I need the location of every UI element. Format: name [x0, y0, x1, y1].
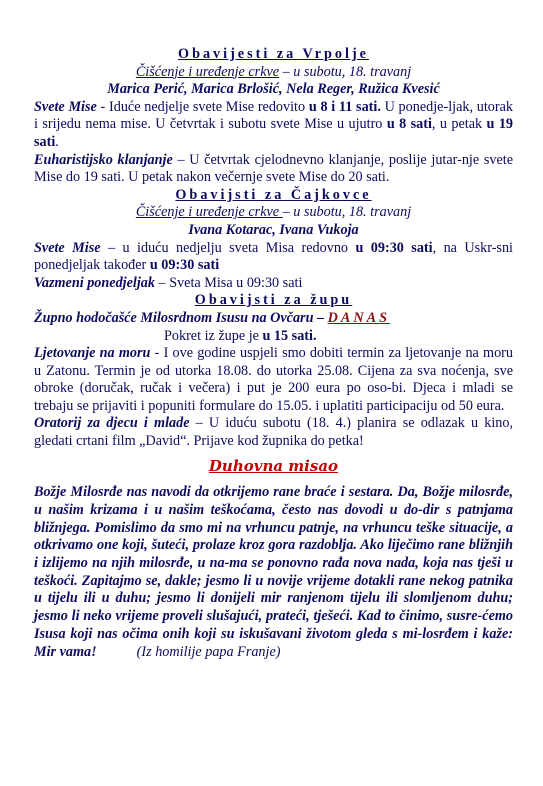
- zupa-pilgrimage-today: DANAS: [327, 309, 390, 326]
- vrpolje-mass-text: U ponedje-ljak, utorak i srijedu nema mise. U četvrtak i subotu svete Mise u ujutro: [34, 98, 513, 133]
- cajkovci-mass-label: Svete Mise: [34, 239, 101, 256]
- cajkovci-cleaning-when: – u subotu, 18. travanj: [282, 204, 412, 221]
- cajkovci-easter-text: – Sveta Misa u 09:30 sati: [155, 274, 303, 291]
- vrpolje-mass-text: , u petak: [431, 116, 487, 133]
- homily-source: (Iz homilije papa Franje): [136, 643, 281, 660]
- vrpolje-header: Obavijesti za Vrpolje: [178, 46, 369, 62]
- zupa-departure-time: u 15 sati.: [262, 327, 317, 344]
- zupa-summer-label: Ljetovanje na moru: [34, 345, 151, 362]
- cajkovci-mass-text: – u iduću nedjelju sveta Misa redovno: [100, 239, 356, 256]
- homily-text: Božje Milosrđe nas navodi da otkrijemo rane braće i sestara. Da, Božje milosrđe, u našim krizama i u našim teškoćama, često nas dovodi u do-dir s patnjama bližnjega. Pomislimo da smo mi na vrhuncu patnje, na vrhuncu teške situacije, a otkrivamo one koji, šuteći, prolaze kroz gora razdoblja. Ako liječimo rane bližnjih i izlijemo na njih milosrđe, u na-ma se ponovno rađa nova nada, koja nas tješi u teškoći. Zapitajmo se, dakle; jesmo li u novije vrijeme dotakli rane nekog patnika u tijelu ili u duhu; jesmo li donijeli mir ranjenom tijelu ili slomljenom duhu; jesmo li neko vrijeme proveli slušajući, prateći, tješeći. Kad to činimo, susre-ćemo Isusa koji nas očima onih koji su iskušavani životom gleda s mi-losrđem i kaže: Mir vama!: [34, 484, 513, 660]
- vrpolje-mass-text: - Iduće nedjelje svete Mise redovito: [96, 98, 309, 115]
- zupa-summer: [34, 345, 513, 415]
- spiritual-title: Duhovna misao: [208, 456, 339, 475]
- vrpolje-mass-time: u 8 i 11 sati.: [308, 98, 381, 115]
- cajkovci-cleaning-label: Čišćenje i uređenje crkve: [135, 204, 283, 221]
- zupa-departure-text: Pokret iz župe je: [164, 327, 263, 344]
- vrpolje-adoration-label: Euharistijsko klanjanje: [34, 151, 173, 168]
- vrpolje-cleaning: [34, 64, 513, 82]
- vrpolje-mass-time: u 8 sati: [386, 116, 432, 133]
- zupa-oratory-text: – U iduću subotu (18. 4.) planira se odlazak u kino, gledati crtani film „David“. Prijave kod župnika do petka!: [34, 415, 513, 450]
- zupa-oratory: [34, 415, 513, 450]
- zupa-oratory-label: Oratorij za djecu i mlade: [34, 415, 190, 432]
- spiritual-text: [34, 484, 513, 661]
- cajkovci-cleaning: [34, 204, 513, 222]
- zupa-pilgrimage: [34, 310, 513, 328]
- cajkovci-mass-time: u 09:30 sati: [355, 239, 433, 256]
- cajkovci-masses: [34, 240, 513, 275]
- vrpolje-mass-time: u 19 sati: [34, 116, 514, 150]
- cajkovci-easter: [34, 275, 513, 293]
- cajkovci-mass-time: u 09:30 sati: [149, 257, 220, 274]
- cajkovci-cleaning-names: Ivana Kotarac, Ivana Vukoja: [188, 221, 359, 238]
- zupa-pilgrimage-text: Župno hodočašće Milosrdnom Isusu na Ovčaru –: [34, 309, 328, 326]
- cajkovci-mass-text: , na Uskr-sni ponedjeljak također: [34, 239, 513, 274]
- vrpolje-adoration-text: – U četvrtak cjelodnevno klanjanje, poslije jutar-nje svete Mise do 19 sati. U petak nakon večernje svete Mise do 20 sati.: [34, 151, 513, 186]
- zupa-header: Obavijsti za župu: [194, 292, 353, 309]
- cajkovci-easter-label: Vazmeni ponedjeljak: [34, 274, 155, 291]
- zupa-summer-text: - I ove godine uspjeli smo dobiti termin za ljetovanje na moru u Zatonu. Termin je od utorka 18.08. do utorka 25.08. Cijena za sva noćenja, sve obroke (doručak, ručak i večera) i put je 200 eura po oso-bi. Djeca i mladi se trebaju se prijaviti i popuniti formulare do 15.05. i uplatiti participaciju od 50 eura.: [34, 345, 513, 414]
- vrpolje-adoration: [34, 152, 513, 187]
- vrpolje-cleaning-names: Marica Perić, Marica Brlošić, Nela Reger, Ružica Kvesić: [107, 81, 440, 98]
- vrpolje-mass-label: Svete Mise: [34, 98, 97, 115]
- vrpolje-masses: [34, 99, 513, 152]
- bulletin-page: [34, 46, 513, 661]
- cajkovci-header: Obavijsti za Čajkovce: [175, 186, 372, 203]
- vrpolje-mass-text: .: [55, 133, 59, 150]
- vrpolje-cleaning-when: – u subotu, 18. travanj: [279, 63, 412, 80]
- vrpolje-cleaning-label: Čišćenje i uređenje crkve: [135, 63, 280, 80]
- zupa-departure: [34, 328, 513, 346]
